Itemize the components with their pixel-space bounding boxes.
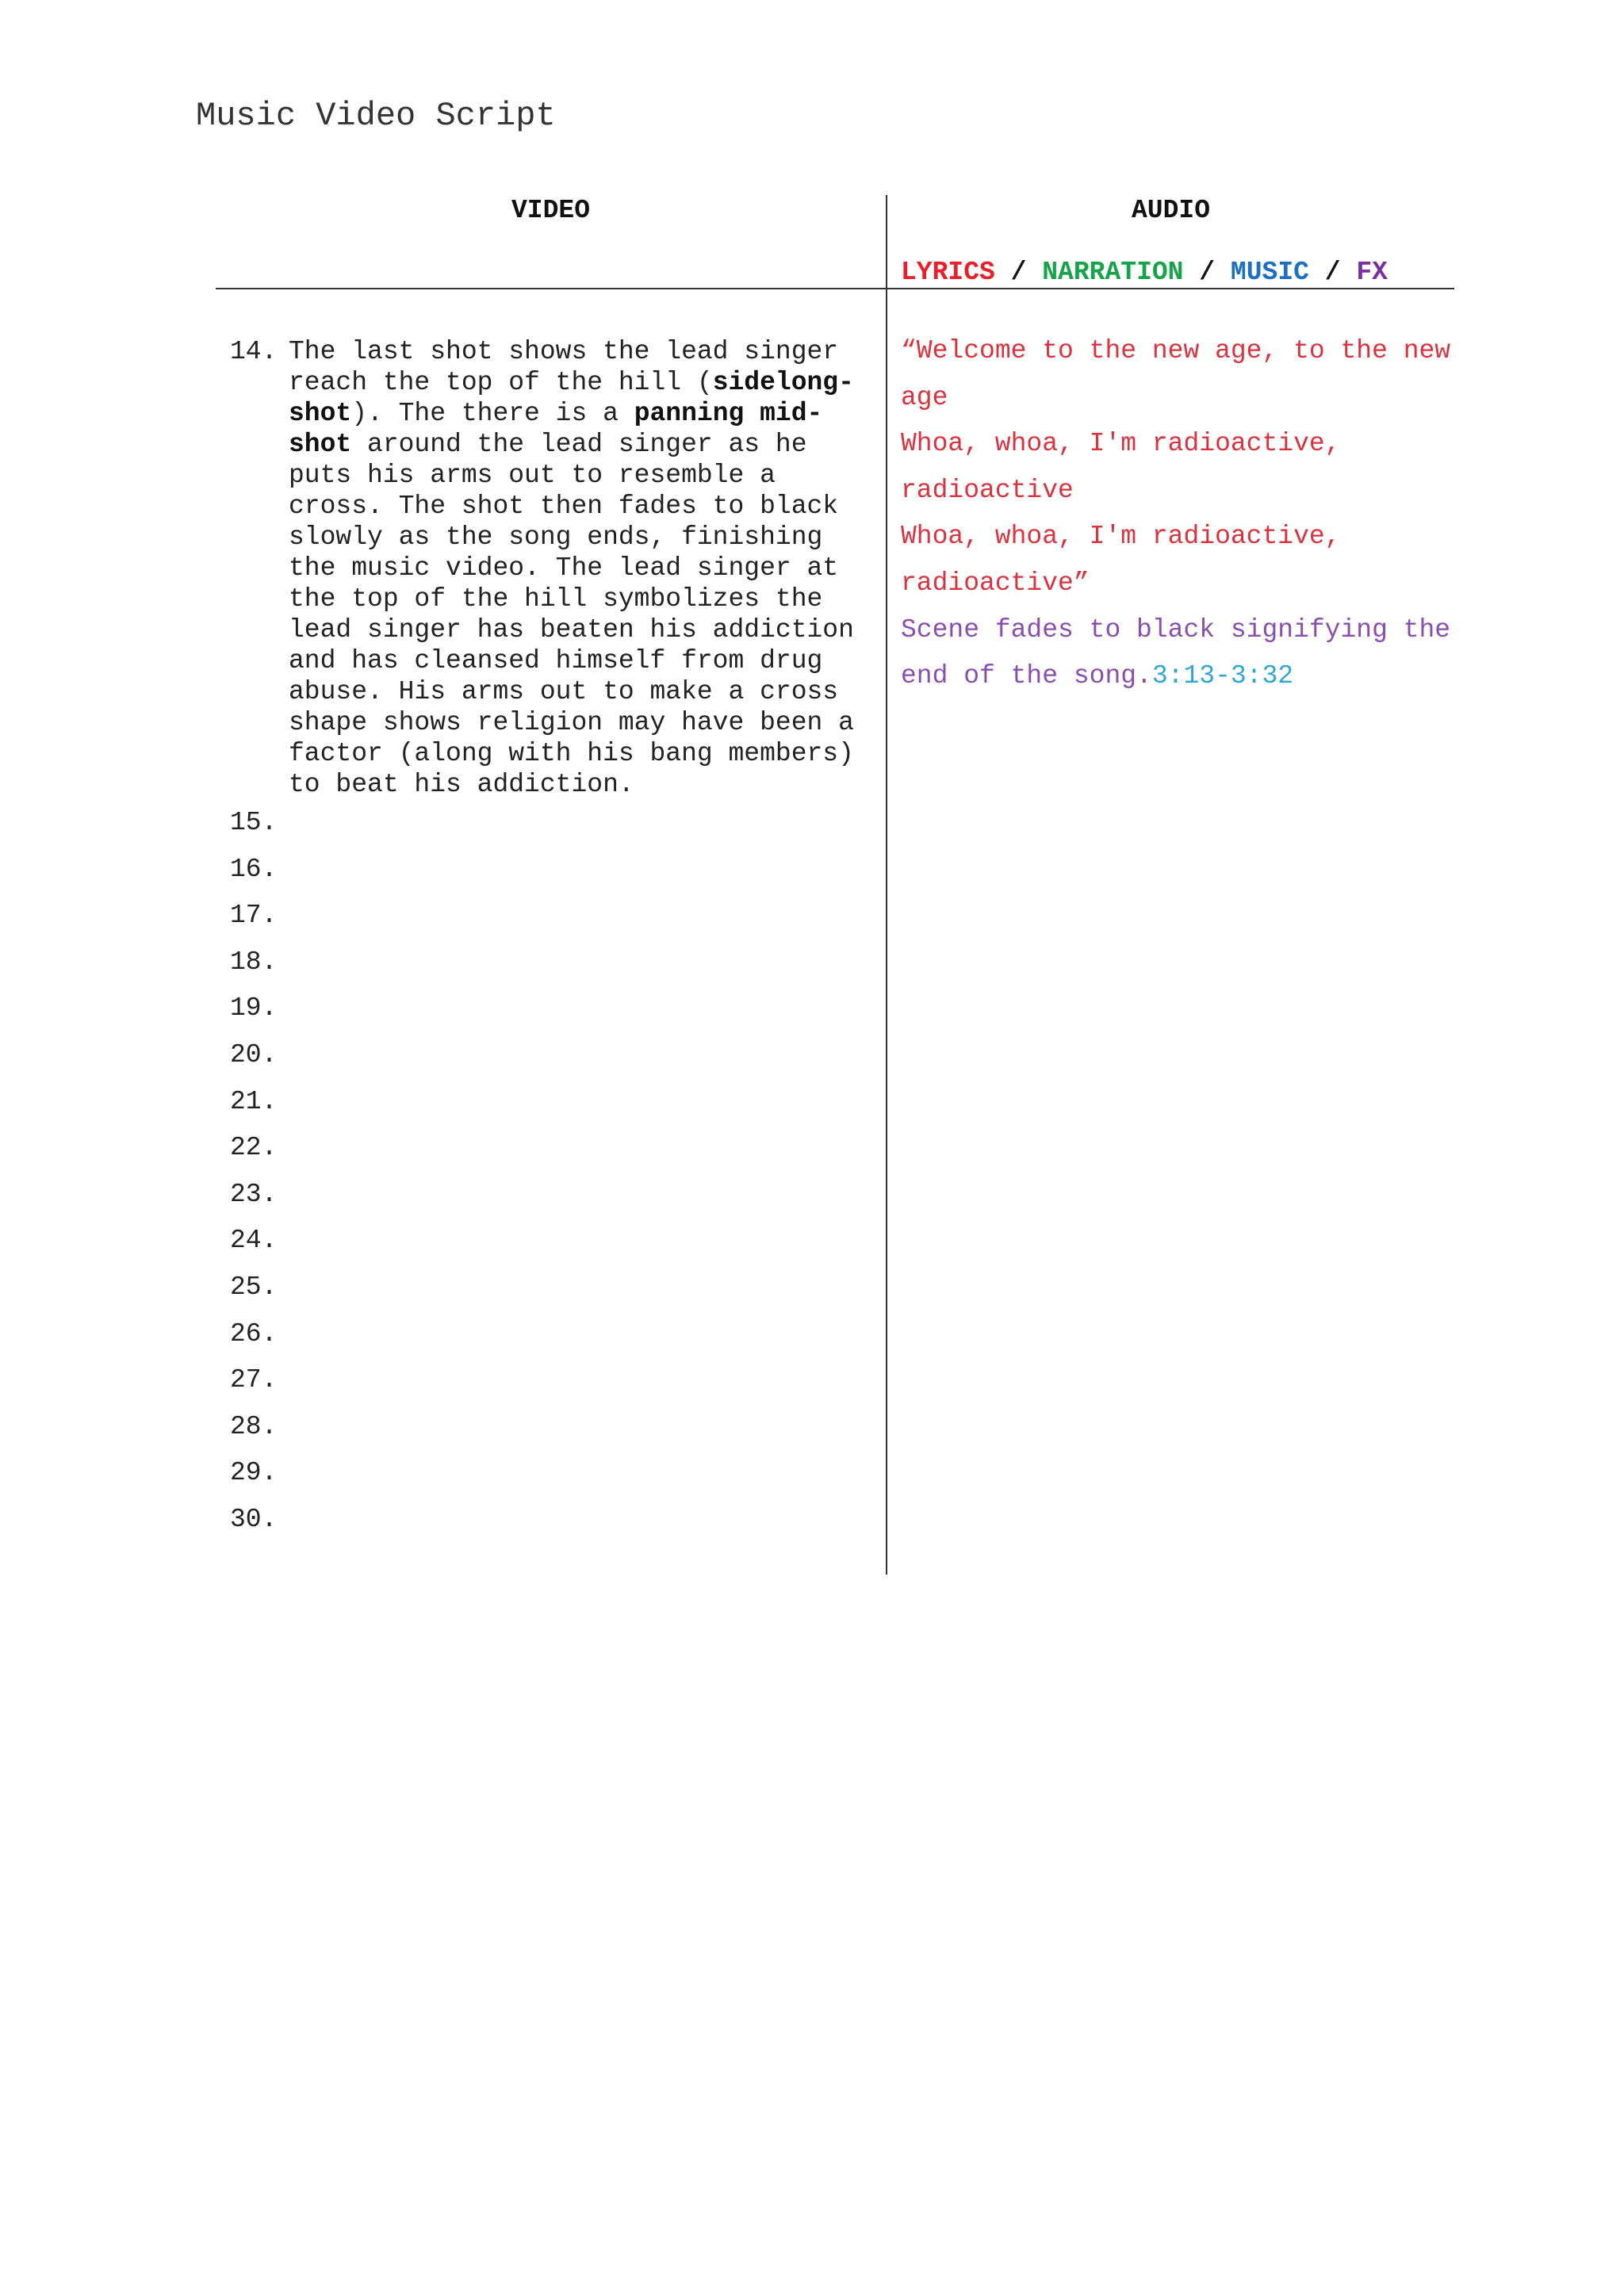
scene-number: 26. [230, 1318, 278, 1349]
scene-number: 24. [230, 1226, 278, 1256]
scene-number: 27. [230, 1365, 278, 1395]
empty-scene-rows [230, 800, 880, 1544]
audio-legend [901, 257, 1388, 289]
scene-row-empty [230, 1497, 880, 1544]
scene-row-empty [230, 1357, 880, 1404]
lyric-line: Whoa, whoa, I'm radioactive, radioactive [901, 429, 1341, 505]
legend-lyrics: LYRICS [901, 258, 995, 287]
scene-number: 20. [230, 1039, 278, 1070]
description-text: ). The there is a [351, 399, 634, 428]
video-column-header: VIDEO [511, 196, 591, 225]
scene-number: 30. [230, 1504, 278, 1534]
scene-row-empty [230, 939, 880, 986]
scene-row-empty [230, 893, 880, 939]
scene-number: 18. [230, 947, 278, 977]
scene-number: 17. [230, 901, 278, 931]
description-text: around the lead singer as he puts his arms out to resemble a cross. The shot then fades to black slowly as the song ends, finishing the music video. The lead singer at the top of the hill symbolizes the lead singer has beaten his addiction and has cleansed himself from drug abuse. His arms out to make a cross shape shows religion may have been a factor (along with his bang members) to beat his addiction. [289, 430, 854, 799]
scene-number: 15. [230, 808, 278, 837]
scene-number: 21. [230, 1086, 278, 1116]
scene-number: 16. [230, 854, 278, 884]
scene-row-empty [230, 800, 880, 847]
scene-row-empty [230, 1079, 880, 1126]
scene-row-empty [230, 1265, 880, 1311]
legend-separator: / [1308, 258, 1357, 287]
legend-separator: / [1183, 258, 1231, 287]
legend-separator: / [994, 258, 1043, 287]
scene-row-empty [230, 1218, 880, 1265]
narration-block [901, 607, 1456, 700]
timestamp: 3:13-3:32 [1151, 661, 1294, 691]
legend-music: MUSIC [1230, 258, 1309, 287]
video-column [230, 336, 880, 1544]
scene-number: 14. [230, 337, 278, 366]
shot-type-sidelong: sidelong-shot [289, 368, 854, 428]
scene-number: 19. [230, 993, 278, 1024]
scene-description [289, 336, 875, 800]
legend-fx: FX [1356, 258, 1388, 287]
column-divider [886, 195, 887, 1575]
description-text: The last shot shows the lead singer reach the top of the hill ( [289, 337, 839, 397]
narration-text: Scene fades to black signifying the end of the song. [901, 614, 1451, 691]
page-title: Music Video Script [196, 97, 556, 135]
audio-column [901, 328, 1456, 700]
scene-number: 22. [230, 1133, 278, 1163]
scene-row-empty [230, 1125, 880, 1172]
scene-row-empty [230, 985, 880, 1032]
lyric-line: Whoa, whoa, I'm radioactive, radioactive” [901, 522, 1341, 598]
lyric-line: “Welcome to the new age, to the new age [901, 336, 1451, 412]
scene-row-empty [230, 1450, 880, 1497]
legend-narration: NARRATION [1042, 258, 1184, 287]
scene-number: 23. [230, 1179, 278, 1209]
scene-number: 25. [230, 1272, 278, 1302]
scene-row-empty [230, 1032, 880, 1079]
scene-number: 28. [230, 1411, 278, 1441]
scene-row-14 [230, 336, 880, 800]
scene-row-empty [230, 1311, 880, 1358]
header-rule [216, 288, 1454, 289]
scene-number: 29. [230, 1458, 278, 1488]
audio-column-header: AUDIO [1131, 196, 1211, 225]
scene-row-empty [230, 847, 880, 894]
shot-type-panning: panning mid-shot [289, 399, 823, 459]
scene-row-empty [230, 1404, 880, 1451]
scene-row-empty [230, 1172, 880, 1219]
